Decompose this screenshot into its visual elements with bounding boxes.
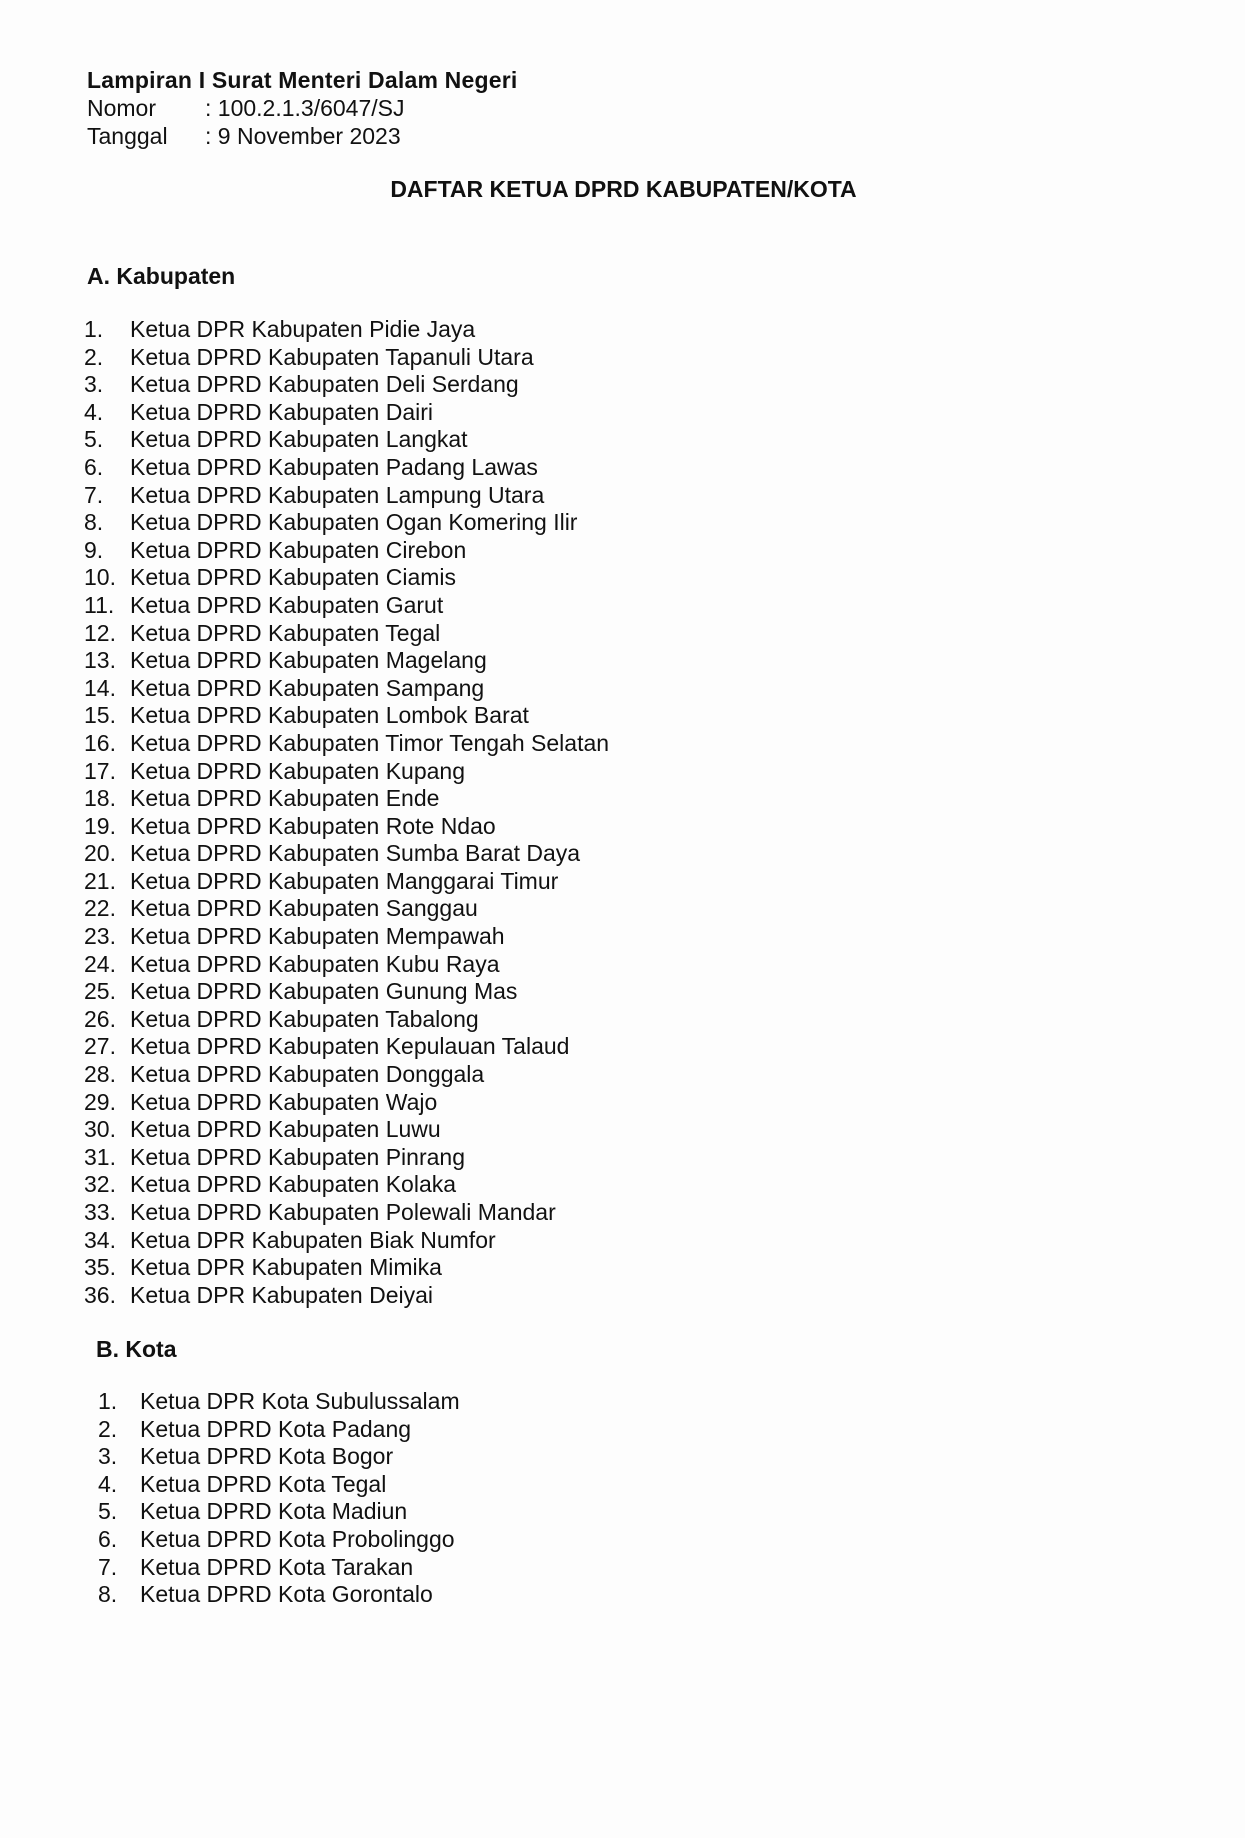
list-item [84, 840, 609, 868]
list-item [98, 1388, 460, 1416]
list-item-number: 2. [98, 1415, 118, 1442]
list-item-number: 1. [84, 316, 104, 342]
list-item [84, 564, 609, 592]
list-item-text: Ketua DPRD Kabupaten Wajo [130, 1088, 438, 1115]
list-item-number: 34. [84, 1226, 116, 1253]
list-item-text: Ketua DPRD Kabupaten Tegal [130, 619, 441, 646]
list-item [84, 1089, 609, 1117]
list-item-text: Ketua DPRD Kabupaten Sampang [130, 674, 485, 701]
list-item-number: 15. [84, 702, 116, 729]
list-item-number: 8. [84, 509, 104, 536]
list-item-text: Ketua DPRD Kabupaten Sanggau [130, 895, 478, 922]
list-item-number: 3. [98, 1443, 118, 1470]
list-item-number: 12. [84, 619, 116, 646]
nomor-label: Nomor [87, 95, 157, 121]
list-item [84, 1254, 609, 1282]
list-item [84, 868, 609, 896]
list-item-text: Ketua DPRD Kabupaten Kepulauan Talaud [130, 1033, 570, 1060]
list-item [84, 785, 609, 813]
list-item-text: Ketua DPRD Kabupaten Ciamis [130, 564, 456, 591]
list-item-text: Ketua DPRD Kabupaten Lampung Utara [130, 481, 545, 508]
tanggal-label: Tanggal [87, 123, 168, 149]
list-item-text: Ketua DPRD Kabupaten Langkat [130, 426, 468, 453]
list-item [84, 895, 609, 923]
list-item [98, 1526, 460, 1554]
list-item [98, 1498, 460, 1526]
list-item-number: 23. [84, 923, 116, 950]
list-item [84, 537, 609, 565]
list-item-number: 4. [98, 1470, 118, 1497]
list-item [84, 454, 609, 482]
list-item-text: Ketua DPRD Kabupaten Sumba Barat Daya [130, 840, 581, 867]
list-item-number: 20. [84, 840, 116, 867]
list-item-text: Ketua DPRD Kabupaten Magelang [130, 647, 487, 674]
list-item [84, 647, 609, 675]
list-item-text: Ketua DPRD Kota Tegal [140, 1470, 387, 1497]
list-item [84, 923, 609, 951]
attachment-label: Lampiran I Surat Menteri Dalam Negeri [87, 67, 518, 93]
list-item [84, 978, 609, 1006]
list-item [84, 1282, 609, 1310]
list-item-number: 13. [84, 647, 116, 674]
list-item-number: 8. [98, 1581, 118, 1608]
list-item-text: Ketua DPRD Kabupaten Polewali Mandar [130, 1199, 556, 1225]
list-item-number: 2. [84, 343, 104, 370]
list-item [98, 1416, 460, 1444]
list-item-text: Ketua DPR Kabupaten Deiyai [130, 1281, 434, 1308]
list-item [84, 316, 609, 344]
kabupaten-list [84, 316, 609, 1309]
list-item-number: 14. [84, 674, 116, 701]
list-item-text: Ketua DPRD Kabupaten Rote Ndao [130, 812, 496, 839]
list-item [84, 1199, 609, 1227]
list-item-number: 16. [84, 729, 116, 756]
list-item [84, 813, 609, 841]
list-item-text: Ketua DPRD Kabupaten Lombok Barat [130, 702, 529, 729]
list-item [98, 1554, 460, 1582]
list-item-text: Ketua DPRD Kabupaten Kubu Raya [130, 950, 500, 977]
list-item-text: Ketua DPRD Kabupaten Manggarai Timur [130, 867, 559, 894]
list-item-number: 22. [84, 895, 116, 922]
list-item [84, 1116, 609, 1144]
list-item-number: 35. [84, 1254, 116, 1281]
nomor-row [87, 94, 517, 122]
list-item-number: 11. [84, 591, 115, 618]
list-item-number: 3. [84, 371, 104, 398]
list-item-number: 29. [84, 1088, 116, 1115]
list-item-text: Ketua DPRD Kota Gorontalo [140, 1581, 433, 1608]
list-item-text: Ketua DPRD Kabupaten Dairi [130, 398, 433, 425]
list-item-text: Ketua DPRD Kabupaten Gunung Mas [130, 978, 518, 1005]
list-item [84, 758, 609, 786]
list-item-number: 28. [84, 1061, 116, 1088]
list-item-number: 7. [98, 1553, 118, 1580]
list-item-number: 5. [84, 426, 104, 453]
list-item [84, 592, 609, 620]
list-item-text: Ketua DPR Kabupaten Biak Numfor [130, 1226, 496, 1253]
list-item [84, 620, 609, 648]
list-item-text: Ketua DPRD Kota Madiun [140, 1498, 408, 1525]
list-item-number: 9. [84, 536, 104, 563]
list-item-text: Ketua DPRD Kabupaten Tabalong [130, 1005, 479, 1032]
list-item [84, 951, 609, 979]
list-item-text: Ketua DPRD Kabupaten Ende [130, 785, 440, 812]
list-item [98, 1471, 460, 1499]
document-title [0, 176, 1245, 203]
list-item-number: 17. [84, 757, 116, 784]
list-item-number: 5. [98, 1498, 118, 1525]
list-item-text: Ketua DPR Kabupaten Pidie Jaya [130, 316, 476, 342]
list-item [84, 399, 609, 427]
list-item-number: 4. [84, 398, 104, 425]
section-b-heading: B. Kota [96, 1336, 177, 1362]
list-item-number: 6. [98, 1525, 118, 1552]
section-a-heading: A. Kabupaten [87, 263, 236, 289]
list-item [98, 1581, 460, 1609]
list-item-number: 1. [98, 1388, 118, 1414]
tanggal-value: : 9 November 2023 [205, 123, 401, 149]
letter-header [87, 66, 517, 150]
nomor-value: : 100.2.1.3/6047/SJ [205, 95, 405, 121]
document-title-text: DAFTAR KETUA DPRD KABUPATEN/KOTA [390, 176, 857, 202]
list-item [84, 730, 609, 758]
list-item [84, 1006, 609, 1034]
list-item-text: Ketua DPRD Kabupaten Cirebon [130, 536, 467, 563]
list-item-text: Ketua DPRD Kabupaten Ogan Komering Ilir [130, 509, 578, 536]
list-item-text: Ketua DPR Kota Subulussalam [140, 1388, 460, 1414]
list-item-number: 36. [84, 1281, 116, 1308]
list-item [84, 1033, 609, 1061]
list-item-text: Ketua DPRD Kota Padang [140, 1415, 412, 1442]
list-item [84, 509, 609, 537]
list-item [84, 675, 609, 703]
list-item [98, 1443, 460, 1471]
list-item [84, 1171, 609, 1199]
list-item-text: Ketua DPR Kabupaten Mimika [130, 1254, 442, 1281]
list-item-text: Ketua DPRD Kabupaten Pinrang [130, 1143, 465, 1170]
list-item-text: Ketua DPRD Kota Tarakan [140, 1553, 414, 1580]
list-item-number: 10. [84, 564, 116, 591]
list-item-number: 32. [84, 1171, 116, 1198]
list-item-number: 6. [84, 453, 104, 480]
tanggal-row [87, 122, 517, 150]
list-item-text: Ketua DPRD Kabupaten Timor Tengah Selatan [130, 729, 610, 756]
list-item-number: 25. [84, 978, 116, 1005]
list-item [84, 371, 609, 399]
list-item [84, 1227, 609, 1255]
list-item [84, 1144, 609, 1172]
list-item-number: 24. [84, 950, 116, 977]
list-item-number: 30. [84, 1116, 116, 1143]
list-item-text: Ketua DPRD Kabupaten Donggala [130, 1061, 485, 1088]
list-item-text: Ketua DPRD Kabupaten Kolaka [130, 1171, 457, 1198]
list-item-text: Ketua DPRD Kota Probolinggo [140, 1525, 455, 1552]
list-item-text: Ketua DPRD Kabupaten Deli Serdang [130, 371, 519, 398]
list-item-number: 7. [84, 481, 104, 508]
list-item-text: Ketua DPRD Kabupaten Padang Lawas [130, 453, 538, 480]
list-item-number: 18. [84, 785, 116, 812]
kota-list [98, 1388, 460, 1609]
list-item-number: 31. [84, 1143, 116, 1170]
list-item-number: 19. [84, 812, 116, 839]
list-item-text: Ketua DPRD Kabupaten Tapanuli Utara [130, 343, 534, 370]
list-item-text: Ketua DPRD Kabupaten Garut [130, 591, 444, 618]
list-item-text: Ketua DPRD Kabupaten Mempawah [130, 923, 505, 950]
list-item-number: 27. [84, 1033, 116, 1060]
list-item [84, 344, 609, 372]
list-item-text: Ketua DPRD Kabupaten Luwu [130, 1116, 441, 1143]
list-item [84, 702, 609, 730]
list-item-text: Ketua DPRD Kabupaten Kupang [130, 757, 466, 784]
list-item-text: Ketua DPRD Kota Bogor [140, 1443, 394, 1470]
list-item-number: 26. [84, 1005, 116, 1032]
list-item-number: 21. [84, 867, 116, 894]
list-item [84, 426, 609, 454]
list-item [84, 1061, 609, 1089]
list-item [84, 482, 609, 510]
list-item-number: 33. [84, 1199, 116, 1225]
